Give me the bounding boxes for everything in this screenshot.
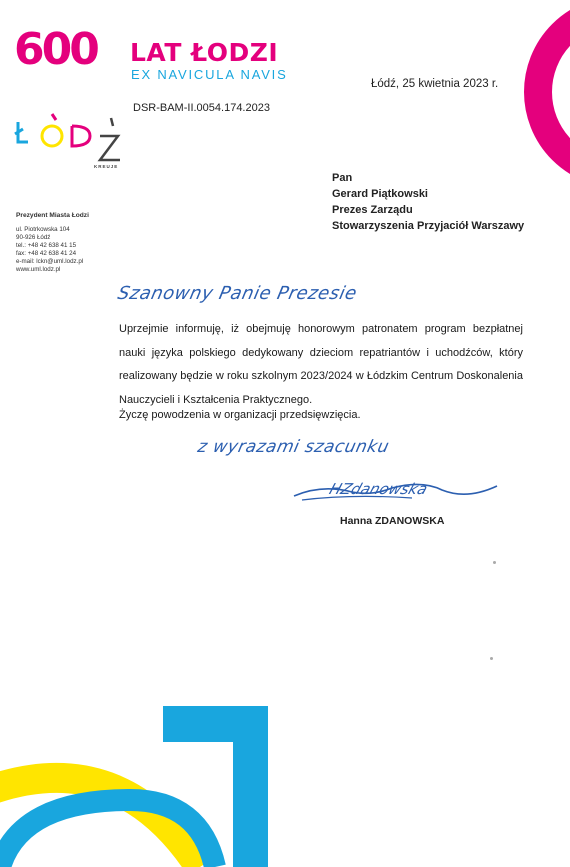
city-logo-subtitle: KREUJE bbox=[94, 164, 119, 169]
letter-wish: Życzę powodzenia w organizacji przedsięwzięcia. bbox=[119, 409, 361, 421]
city-logo bbox=[14, 112, 134, 170]
recipient-line: Gerard Piątkowski bbox=[332, 188, 428, 200]
letter-date: Łódź, 25 kwietnia 2023 r. bbox=[371, 78, 499, 90]
anniversary-logo-title: LAT ŁODZI bbox=[130, 38, 279, 67]
scan-speck bbox=[493, 561, 496, 564]
body-paragraph: Uprzejmie informuję, iż obejmuję honorowym patronatem program bezpłatnej nauki języka polskiego dedykowany dzieciom repatriantów i uchodźców, który realizowany będzie w roku szkolnym 2023/2024 w Łódzkim Centrum Doskonalenia Nauczycieli i Kształcenia Praktycznego. bbox=[119, 323, 523, 406]
recipient-address bbox=[332, 170, 524, 234]
sender-address-line: e-mail: lckn@uml.lodz.pl bbox=[16, 258, 84, 265]
handwritten-greeting: Szanowny Panie Prezesie bbox=[115, 283, 359, 304]
letter-body bbox=[119, 318, 523, 412]
recipient-line: Stowarzyszenia Przyjaciół Warszawy bbox=[332, 220, 525, 232]
sender-address-line: 90-926 Łódź bbox=[16, 234, 51, 241]
anniversary-logo-motto: EX NAVICULA NAVIS bbox=[131, 67, 288, 82]
sender-address-line: tel.: +48 42 638 41 15 bbox=[16, 242, 77, 249]
anniversary-logo-number: 600 bbox=[14, 24, 97, 75]
recipient-line: Prezes Zarządu bbox=[332, 204, 413, 216]
handwritten-closing: z wyrazami szacunku bbox=[195, 437, 392, 457]
scan-speck bbox=[490, 657, 493, 660]
recipient-line: Pan bbox=[332, 172, 353, 184]
sender-block bbox=[16, 212, 89, 274]
signer-name: Hanna ZDANOWSKA bbox=[340, 515, 445, 527]
sender-address-line: www.uml.lodz.pl bbox=[16, 266, 61, 273]
handwritten-signature: HZdanowska bbox=[327, 480, 430, 498]
sender-address-line: fax: +48 42 638 41 24 bbox=[16, 250, 77, 257]
reference-number: DSR-BAM-II.0054.174.2023 bbox=[133, 102, 270, 114]
sender-title: Prezydent Miasta Łodzi bbox=[16, 212, 89, 219]
magenta-ring-decoration bbox=[538, 10, 570, 174]
sender-address-line: ul. Piotrkowska 104 bbox=[16, 226, 70, 233]
